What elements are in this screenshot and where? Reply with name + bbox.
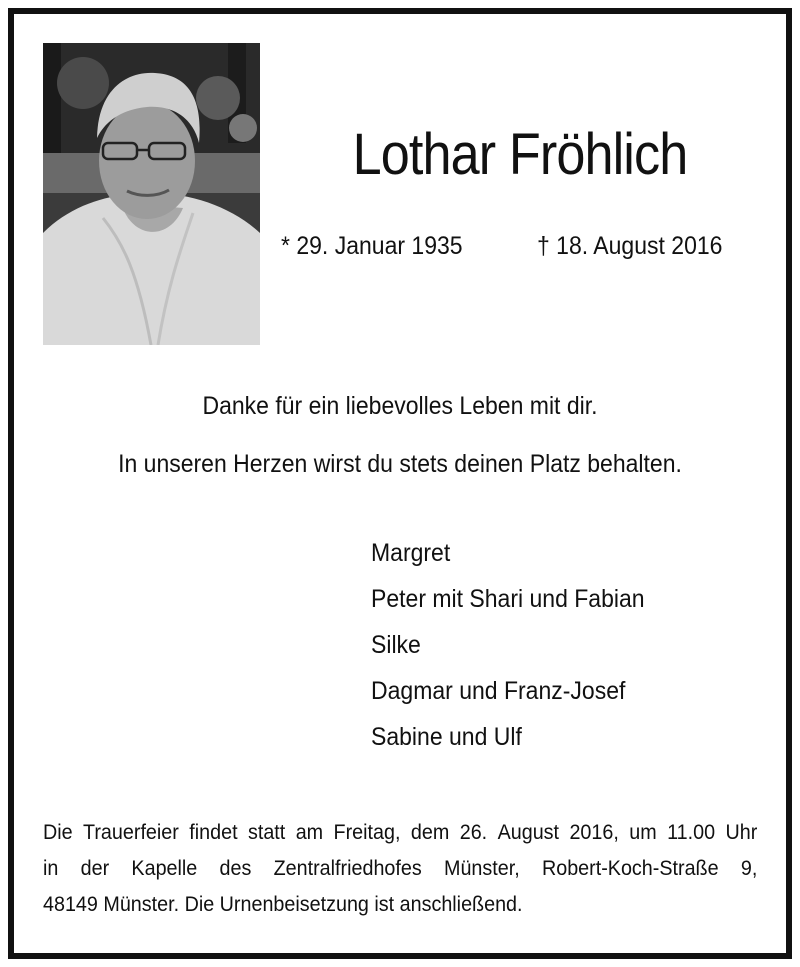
mourner-name: Peter mit Shari und Fabian [371,585,645,613]
portrait-photo [43,43,260,345]
service-word: am [295,821,324,844]
service-text: 48149 Münster. Die Urnenbeisetzung ist anschließend. [43,893,523,916]
service-word: Freitag, [333,821,401,844]
mourner-name: Sabine und Ulf [371,723,522,751]
service-word: 9, [740,857,758,880]
service-word: Kapelle [131,857,198,880]
service-line [43,890,757,926]
service-word: Trauerfeier [83,821,179,844]
service-word: des [219,857,252,880]
service-word: in [43,857,59,880]
mourner-name: Silke [371,631,421,659]
verse-line: Danke für ein liebevolles Leben mit dir. [202,392,598,420]
service-word: Die [43,821,73,844]
service-word: August [497,821,560,844]
service-word: Robert-Koch-Straße [541,857,719,880]
service-word: Uhr [725,821,758,844]
service-word: dem [410,821,450,844]
service-word: um [629,821,657,844]
verse-line: In unseren Herzen wirst du stets deinen Platz behalten. [118,450,682,478]
deceased-name: Lothar Fröhlich [352,122,688,187]
service-word: 2016, [569,821,619,844]
service-line [43,854,757,890]
birth-date: * 29. Januar 1935 [281,232,463,260]
mourner-name: Dagmar und Franz-Josef [371,677,626,705]
service-word: statt [247,821,286,844]
service-word: findet [189,821,238,844]
death-date: † 18. August 2016 [537,232,723,260]
service-word: Zentralfriedhofes [273,857,422,880]
mourners-list [371,536,668,766]
mourner-name: Margret [371,539,451,567]
service-word: 26. [459,821,488,844]
service-word: 11.00 [667,821,716,844]
service-word: Münster, [443,857,520,880]
service-word: der [80,857,110,880]
service-line [43,818,757,854]
funeral-service-notice [43,818,757,926]
